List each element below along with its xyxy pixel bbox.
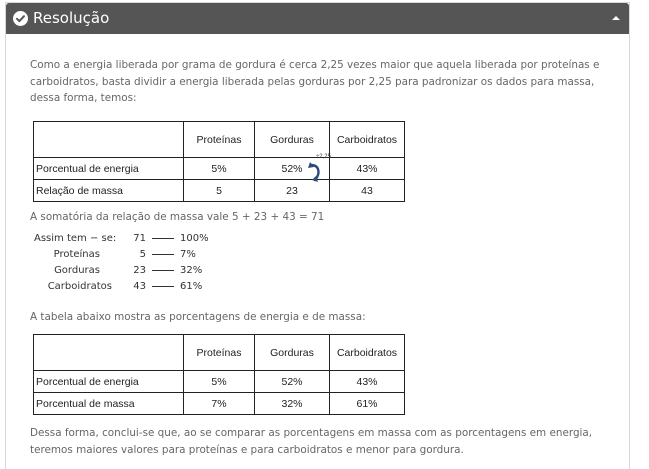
table-row xyxy=(34,158,405,180)
table-cell: 43% xyxy=(330,158,405,180)
table-cell: Relação de massa xyxy=(34,180,184,202)
table-header-row xyxy=(34,122,405,158)
table-cell: 52% xyxy=(255,158,330,180)
calc-label: Assim tem − se: xyxy=(34,233,117,244)
intro-paragraph: Como a energia liberada por grama de gordura é cerca 2,25 vezes maior que aquela liberada por proteínas e carboidratos, basta dividir a energia liberada pelas gorduras por 2,25 para padronizar os dados para massa, dessa forma, temos: xyxy=(30,59,600,104)
calc-value: 5 xyxy=(139,249,146,260)
calc-label: Gorduras xyxy=(54,265,100,276)
proportion-calculation xyxy=(34,231,209,295)
calc-percent: 7% xyxy=(180,249,196,260)
sum-text: A somatória da relação de massa vale 5 + 23 + 43 = 71 xyxy=(30,211,325,223)
table-header-cell: Proteínas xyxy=(184,335,255,371)
table-header-cell: Carboidratos xyxy=(330,335,405,371)
table-cell: Porcentual de massa xyxy=(34,393,184,415)
table-header-cell xyxy=(34,122,184,158)
energy-mass-percent-table xyxy=(33,334,405,415)
table-cell: 43% xyxy=(330,371,405,393)
table-cell: 5% xyxy=(184,158,255,180)
calc-label: Proteínas xyxy=(53,249,100,260)
table-cell: Porcentual de energia xyxy=(34,158,184,180)
calc-value: 71 xyxy=(133,233,146,244)
table-cell: 5% xyxy=(184,371,255,393)
table-header-cell: Carboidratos xyxy=(330,122,405,158)
table-row xyxy=(34,393,405,415)
table-cell: Porcentual de energia xyxy=(34,371,184,393)
caret-up-icon[interactable] xyxy=(612,16,620,20)
dash-line xyxy=(152,254,174,255)
table-cell: 23 xyxy=(255,180,330,202)
dash-line xyxy=(152,238,174,239)
table-cell: 43 xyxy=(330,180,405,202)
table-cell: 5 xyxy=(184,180,255,202)
calc-row xyxy=(34,263,209,279)
energy-mass-table xyxy=(33,121,405,202)
calc-percent: 61% xyxy=(180,281,203,292)
check-circle-icon xyxy=(13,11,28,26)
calc-percent: 100% xyxy=(180,233,209,244)
division-note: ÷2,25 xyxy=(316,154,331,160)
calc-value: 43 xyxy=(133,281,146,292)
conclusion-paragraph: Dessa forma, conclui-se que, ao se comparar as porcentagens em massa com as porcentagens em energia, teremos maiores valores para proteínas e para carboidratos e menor para gordura. xyxy=(30,427,593,456)
dash-line xyxy=(152,270,174,271)
table-header-cell: Gorduras xyxy=(255,335,330,371)
table-header-row xyxy=(34,335,405,371)
resolution-header[interactable] xyxy=(6,3,629,34)
header-title: Resolução xyxy=(33,9,110,27)
table-cell: 52% xyxy=(255,371,330,393)
table-row xyxy=(34,371,405,393)
table-cell: 7% xyxy=(184,393,255,415)
table-row xyxy=(34,180,405,202)
calc-percent: 32% xyxy=(180,265,203,276)
table-header-cell: Proteínas xyxy=(184,122,255,158)
calc-label: Carboidratos xyxy=(47,281,112,292)
dash-line xyxy=(152,286,174,287)
table-cell: 61% xyxy=(330,393,405,415)
calc-row xyxy=(34,279,209,295)
calc-value: 23 xyxy=(133,265,146,276)
calc-row xyxy=(34,231,209,247)
table-cell: 32% xyxy=(255,393,330,415)
table-header-cell xyxy=(34,335,184,371)
table-header-cell: Gorduras xyxy=(255,122,330,158)
calc-row xyxy=(34,247,209,263)
table2-intro: A tabela abaixo mostra as porcentagens de energia e de massa: xyxy=(30,311,366,323)
